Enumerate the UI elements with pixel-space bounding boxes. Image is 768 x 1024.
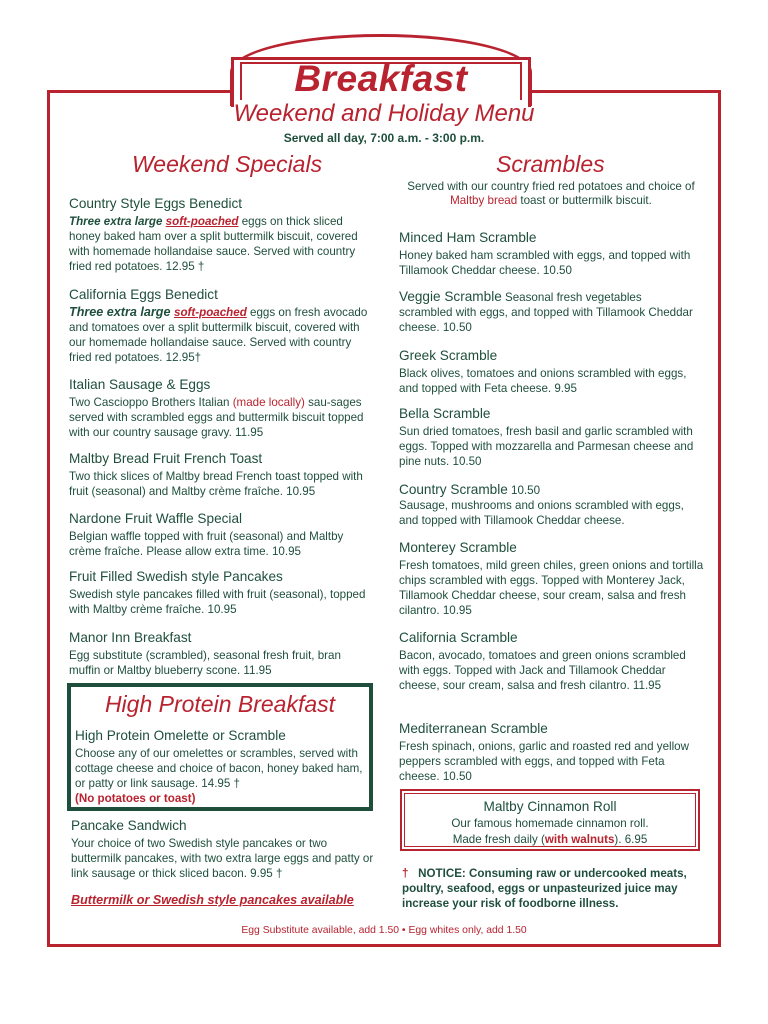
item-name: Greek Scramble — [399, 348, 498, 363]
notice-label: NOTICE: — [418, 867, 466, 880]
item-name: Nardone Fruit Waffle Special — [69, 511, 243, 526]
item-name: Monterey Scramble — [399, 540, 517, 555]
menu-item — [75, 728, 367, 806]
footer-note: Egg Substitute available, add 1.50 • Egg whites only, add 1.50 — [241, 925, 527, 936]
item-lead: Three extra large — [69, 215, 166, 228]
item-lead-highlight: soft-poached — [174, 306, 247, 319]
item-desc: Fresh tomatoes, mild green chiles, green onions and tortilla chips scrambled with eggs. Topped with Monterey Jack, Tillamook Cheddar cheese, sour cream, salsa and fresh cilantro. 10.95 — [399, 559, 704, 617]
menu-item — [69, 287, 374, 365]
item-desc-inline: Seasonal fresh vegetables — [501, 291, 642, 304]
item-desc: Honey baked ham scrambled with eggs, and topped with Tillamook Cheddar cheese. 10.50 — [399, 249, 691, 277]
item-desc: eggs on thick sliced honey baked ham over a split buttermilk biscuit, covered with homemade hollandaise sauce. Served with country fried red potatoes. 12.95 † — [69, 215, 358, 273]
pancake-availability-note: Buttermilk or Swedish style pancakes available — [71, 893, 354, 907]
item-desc: Sausage, mushrooms and onions scrambled with eggs, and topped with Tillamook Cheddar cheese. — [399, 499, 684, 527]
item-desc: Egg substitute (scrambled), seasonal fresh fruit, bran muffin or Maltby blueberry scone. 11.95 — [69, 649, 341, 677]
item-name: Minced Ham Scramble — [399, 230, 537, 245]
item-name: Mediterranean Scramble — [399, 721, 548, 736]
item-name: California Eggs Benedict — [69, 287, 218, 302]
intro-highlight: Maltby bread — [450, 194, 518, 207]
item-name: Bella Scramble — [399, 406, 491, 421]
dagger-icon: † — [402, 867, 409, 880]
menu-item — [399, 230, 704, 278]
menu-item — [71, 818, 376, 881]
item-desc: ). 6.95 — [614, 833, 648, 846]
menu-item — [399, 348, 704, 396]
menu-item — [399, 721, 704, 784]
item-desc: Swedish style pancakes filled with fruit (seasonal), topped with Maltby crème fraîche. 10.95 — [69, 588, 366, 616]
item-lead: Three extra large — [69, 305, 174, 319]
item-desc: Made fresh daily ( — [452, 833, 545, 846]
menu-item — [69, 451, 374, 499]
menu-item — [69, 377, 374, 440]
item-desc: Black olives, tomatoes and onions scrambled with eggs, and topped with Feta cheese. 9.95 — [399, 367, 687, 395]
item-name: Maltby Cinnamon Roll — [483, 799, 617, 814]
item-name: Country Style Eggs Benedict — [69, 196, 243, 211]
menu-item — [69, 630, 374, 678]
item-note: (No potatoes or toast) — [75, 792, 196, 805]
intro-text: Served with our country fried red potatoes and choice of — [407, 180, 695, 193]
item-lead-highlight: soft-poached — [165, 215, 239, 228]
item-desc: eggs on fresh avocado and tomatoes over a split buttermilk biscuit, covered with our homemade hollandaise sauce. Served with country fried red potatoes. 12.95† — [69, 306, 368, 364]
item-desc: Two Cascioppo Brothers Italian — [69, 396, 233, 409]
item-name: Maltby Bread Fruit French Toast — [69, 451, 263, 466]
item-name: California Scramble — [399, 630, 518, 645]
menu-item — [399, 406, 704, 469]
item-desc: sau-sages served with scrambled eggs and buttermilk biscuit topped with our country sausage gravy. 11.95 — [69, 396, 364, 439]
scrambles-intro — [392, 180, 710, 208]
weekend-specials-heading: Weekend Specials — [132, 151, 323, 177]
menu-item — [69, 196, 374, 274]
menu-item — [69, 569, 374, 617]
item-name: High Protein Omelette or Scramble — [75, 728, 286, 743]
menu-title: Breakfast — [294, 58, 468, 99]
food-safety-notice — [402, 866, 712, 911]
served-hours: Served all day, 7:00 a.m. - 3:00 p.m. — [283, 131, 485, 145]
item-name: Veggie Scramble — [399, 289, 502, 304]
item-desc: Your choice of two Swedish style pancakes or two buttermilk pancakes, with two extra large eggs and patty or link sausage or thick sliced bacon. 9.95 † — [71, 837, 374, 880]
item-desc: Fresh spinach, onions, garlic and roasted red and yellow peppers scrambled with eggs, and topped with Feta cheese. 10.50 — [399, 740, 690, 783]
menu-item — [399, 289, 704, 335]
item-desc: Our famous homemade cinnamon roll. — [451, 817, 649, 830]
item-desc-inline: 10.50 — [507, 484, 541, 497]
notice-text: Consuming raw or undercooked meats, poultry, seafood, eggs or unpasteurized juice may increase your risk of foodborne illness. — [402, 867, 687, 910]
item-name: Italian Sausage & Eggs — [69, 377, 211, 392]
item-desc-highlight: with walnuts — [544, 833, 615, 846]
scrambles-heading: Scrambles — [496, 151, 605, 177]
menu-item — [69, 511, 374, 559]
item-name: Manor Inn Breakfast — [69, 630, 192, 645]
item-desc: scrambled with eggs, and topped with Tillamook Cheddar cheese. 10.50 — [399, 306, 693, 334]
item-desc: Bacon, avocado, tomatoes and green onions scrambled with eggs. Topped with Jack and Tillamook Cheddar cheese, sour cream, salsa and fresh cilantro. 11.95 — [399, 649, 686, 692]
item-name: Pancake Sandwich — [71, 818, 187, 833]
menu-item — [399, 540, 704, 618]
item-name: Fruit Filled Swedish style Pancakes — [69, 569, 283, 584]
high-protein-heading: High Protein Breakfast — [104, 691, 336, 717]
item-desc: Two thick slices of Maltby bread French toast topped with fruit (seasonal) and Maltby crème fraîche. 10.95 — [69, 470, 363, 498]
item-desc-highlight: (made locally) — [232, 396, 305, 409]
item-name: Country Scramble — [399, 482, 508, 497]
item-desc: Choose any of our omelettes or scrambles, served with cottage cheese and choice of bacon, honey baked ham, or patty or link sausage. 14.95 † — [75, 747, 363, 790]
item-desc: Sun dried tomatoes, fresh basil and garlic scrambled with eggs. Topped with mozzarella and Parmesan cheese and pine nuts. 10.50 — [399, 425, 694, 468]
item-desc: Belgian waffle topped with fruit (seasonal) and Maltby crème fraîche. Please allow extra time. 10.95 — [69, 530, 344, 558]
cinnamon-roll-item — [400, 799, 700, 848]
menu-item — [399, 482, 704, 528]
menu-item — [399, 630, 704, 693]
menu-subtitle: Weekend and Holiday Menu — [233, 100, 535, 127]
intro-text: toast or buttermilk biscuit. — [517, 194, 652, 207]
